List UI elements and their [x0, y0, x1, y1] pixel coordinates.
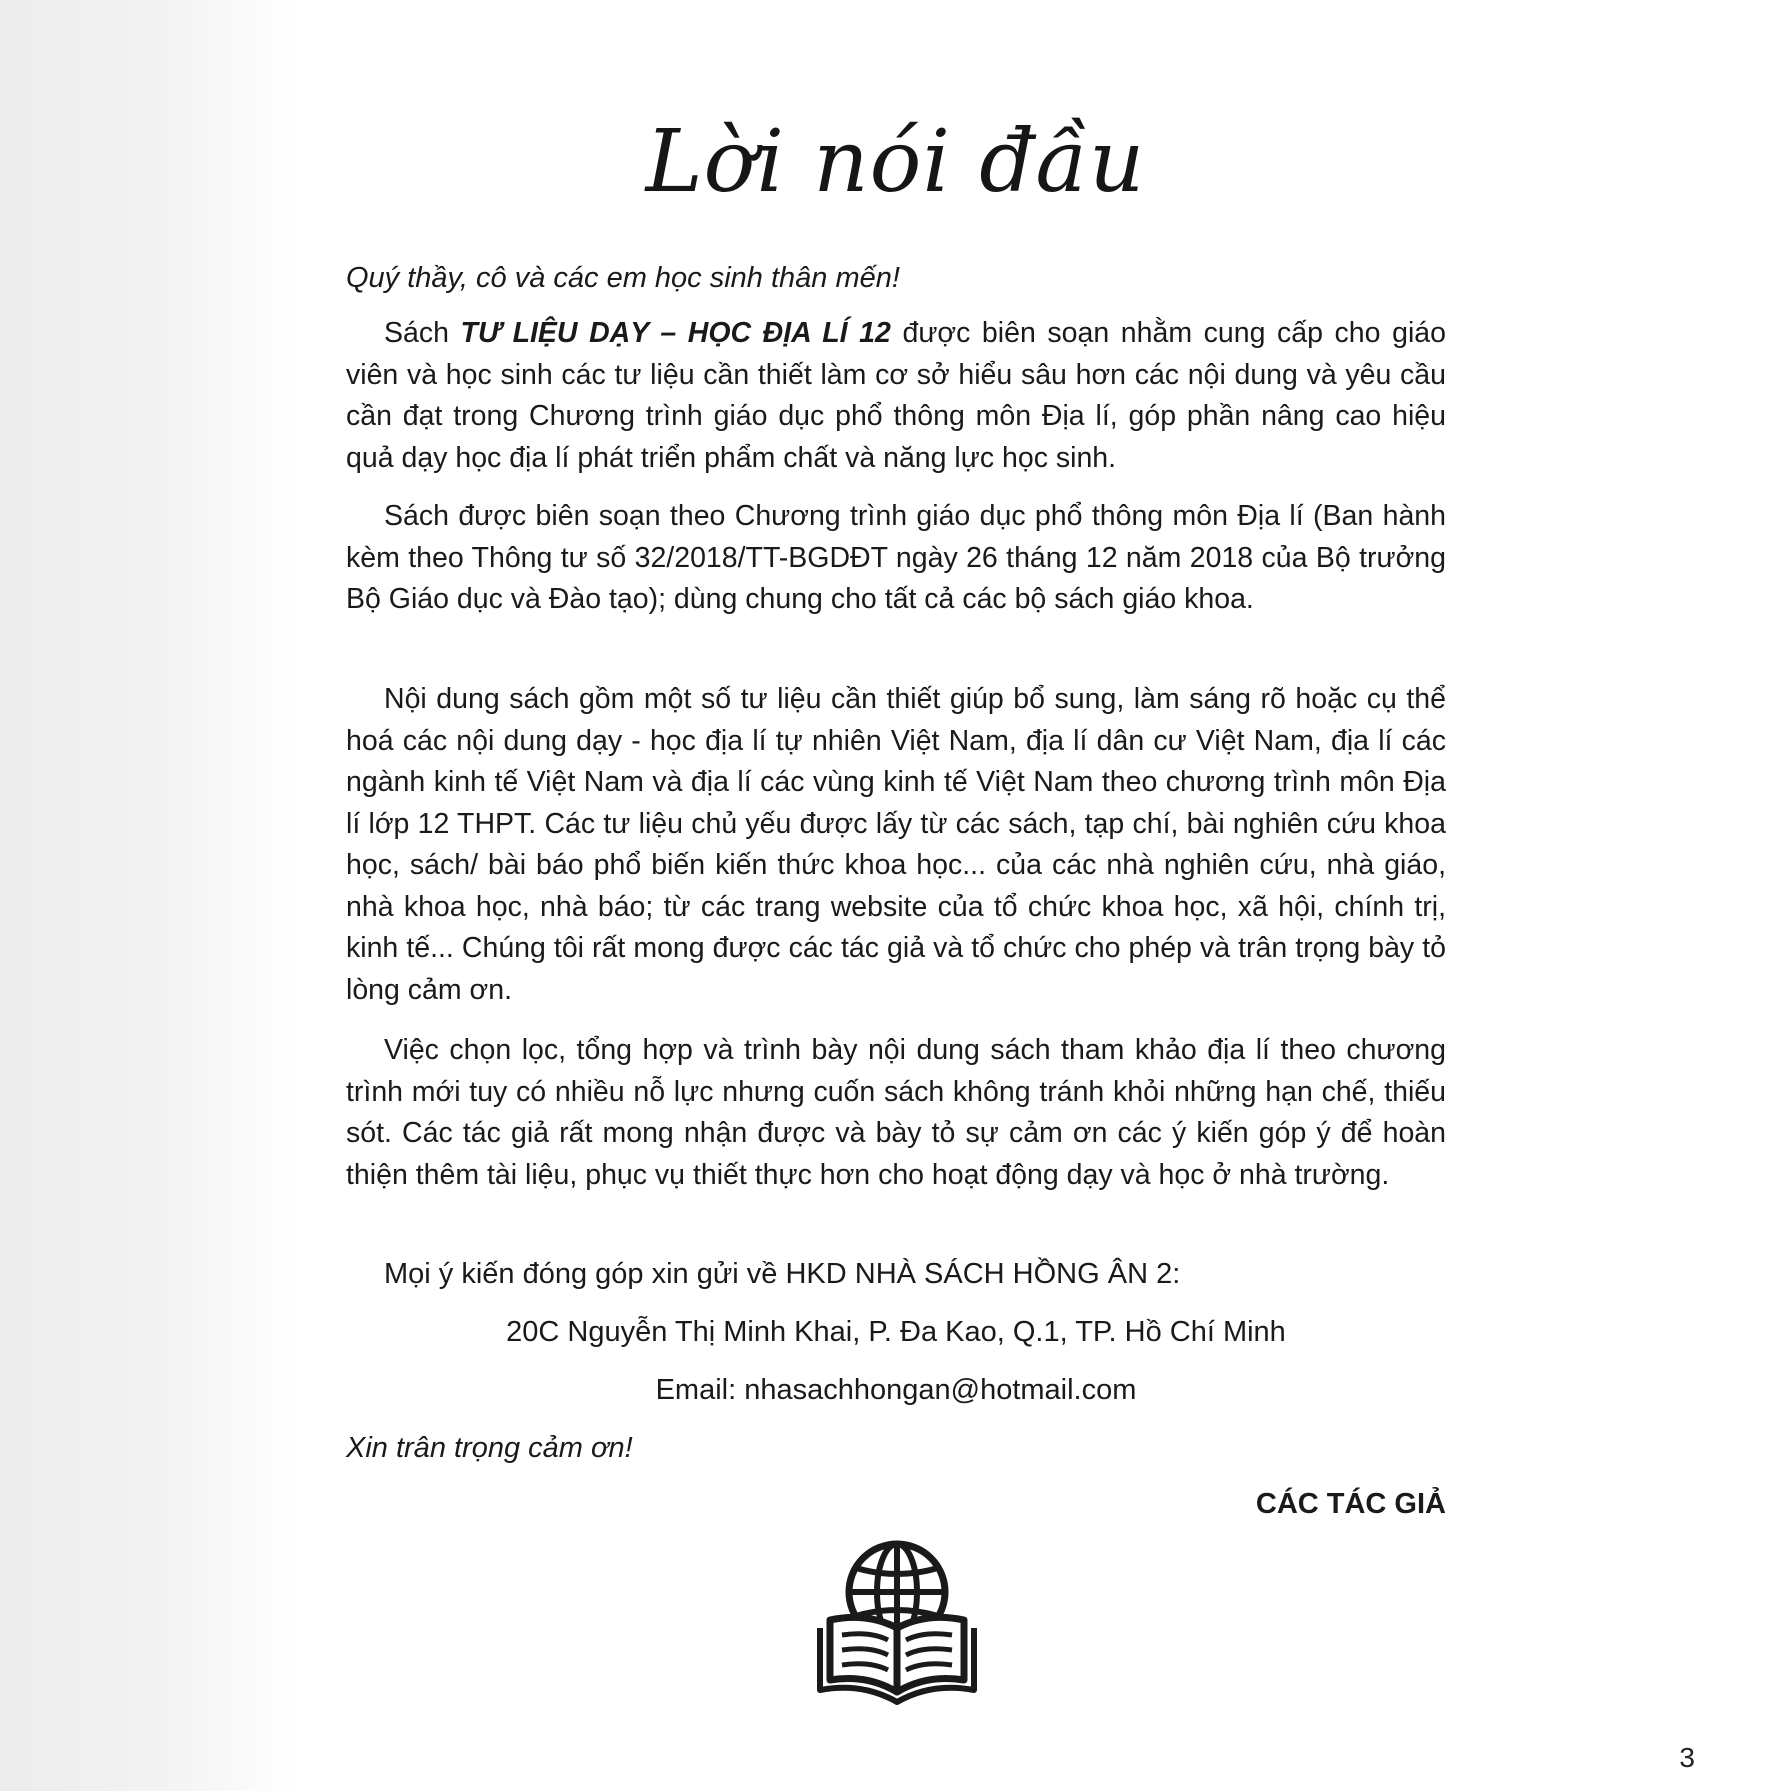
contact-intro: Mọi ý kiến đóng góp xin gửi về HKD NHÀ SÁCH HỒNG ÂN 2:	[384, 1258, 1181, 1290]
paragraph-intro-prefix: Sách	[384, 317, 461, 349]
book-title: TƯ LIỆU DẠY – HỌC ĐỊA LÍ 12	[460, 317, 891, 349]
paragraph-intro	[346, 313, 1446, 479]
paragraph-content: Nội dung sách gồm một số tư liệu cần thiết giúp bổ sung, làm sáng rõ hoặc cụ thể hoá các nội dung dạy - học địa lí tự nhiên Việt Nam, địa lí dân cư Việt Nam, địa lí các ngành kinh tế Việt Nam và địa lí các vùng kinh tế Việt Nam theo chương trình môn Địa lí lớp 12 THPT. Các tư liệu chủ yếu được lấy từ các sách, tạp chí, bài nghiên cứu khoa học, sách/ bài báo phổ biến kiến thức khoa học... của các nhà nghiên cứu, nhà giáo, nhà khoa học, nhà báo; từ các trang website của tổ chức khoa học, xã hội, chính trị, kinh tế... Chúng tôi rất mong được các tác giả và tổ chức cho phép và trân trọng bày tỏ lòng cảm ơn.	[346, 683, 1446, 1006]
email-line	[346, 1370, 1446, 1411]
paragraph-feedback: Việc chọn lọc, tổng hợp và trình bày nội dung sách tham khảo địa lí theo chương trình mới tuy có nhiều nỗ lực nhưng cuốn sách không tránh khỏi những hạn chế, thiếu sót. Các tác giả rất mong nhận được và bày tỏ sự cảm ơn các ý kiến góp ý để hoàn thiện thêm tài liệu, phục vụ thiết thực hơn cho hoạt động dạy và học ở nhà trường.	[346, 1034, 1446, 1191]
address: 20C Nguyễn Thị Minh Khai, P. Đa Kao, Q.1, TP. Hồ Chí Minh	[506, 1316, 1286, 1348]
greeting: Quý thầy, cô và các em học sinh thân mến!	[346, 262, 900, 294]
paragraph-intro-suffix: được biên soạn nhằm cung cấp cho giáo viên và học sinh các tư liệu cần thiết làm cơ sở hiểu sâu hơn các nội dung và yêu cầu cần đạt trong Chương trình giáo dục phổ thông môn Địa lí, góp phần nâng cao hiệu quả dạy học địa lí phát triển phẩm chất và năng lực học sinh.	[346, 317, 1446, 474]
closing-thanks: Xin trân trọng cảm ơn!	[346, 1432, 633, 1464]
authors-signature: CÁC TÁC GIẢ	[1255, 1488, 1446, 1520]
page-title: Lời nói đầu	[645, 112, 1146, 212]
email-address[interactable]: nhasachhongan@hotmail.com	[744, 1374, 1137, 1406]
paragraph-curriculum: Sách được biên soạn theo Chương trình giáo dục phổ thông môn Địa lí (Ban hành kèm theo Thông tư số 32/2018/TT-BGDĐT ngày 26 tháng 12 năm 2018 của Bộ trưởng Bộ Giáo dục và Đào tạo); dùng chung cho tất cả các bộ sách giáo khoa.	[346, 500, 1446, 615]
email-label: Email:	[655, 1374, 737, 1406]
page-number: 3	[1679, 1742, 1695, 1773]
globe-book-icon	[812, 1540, 982, 1705]
